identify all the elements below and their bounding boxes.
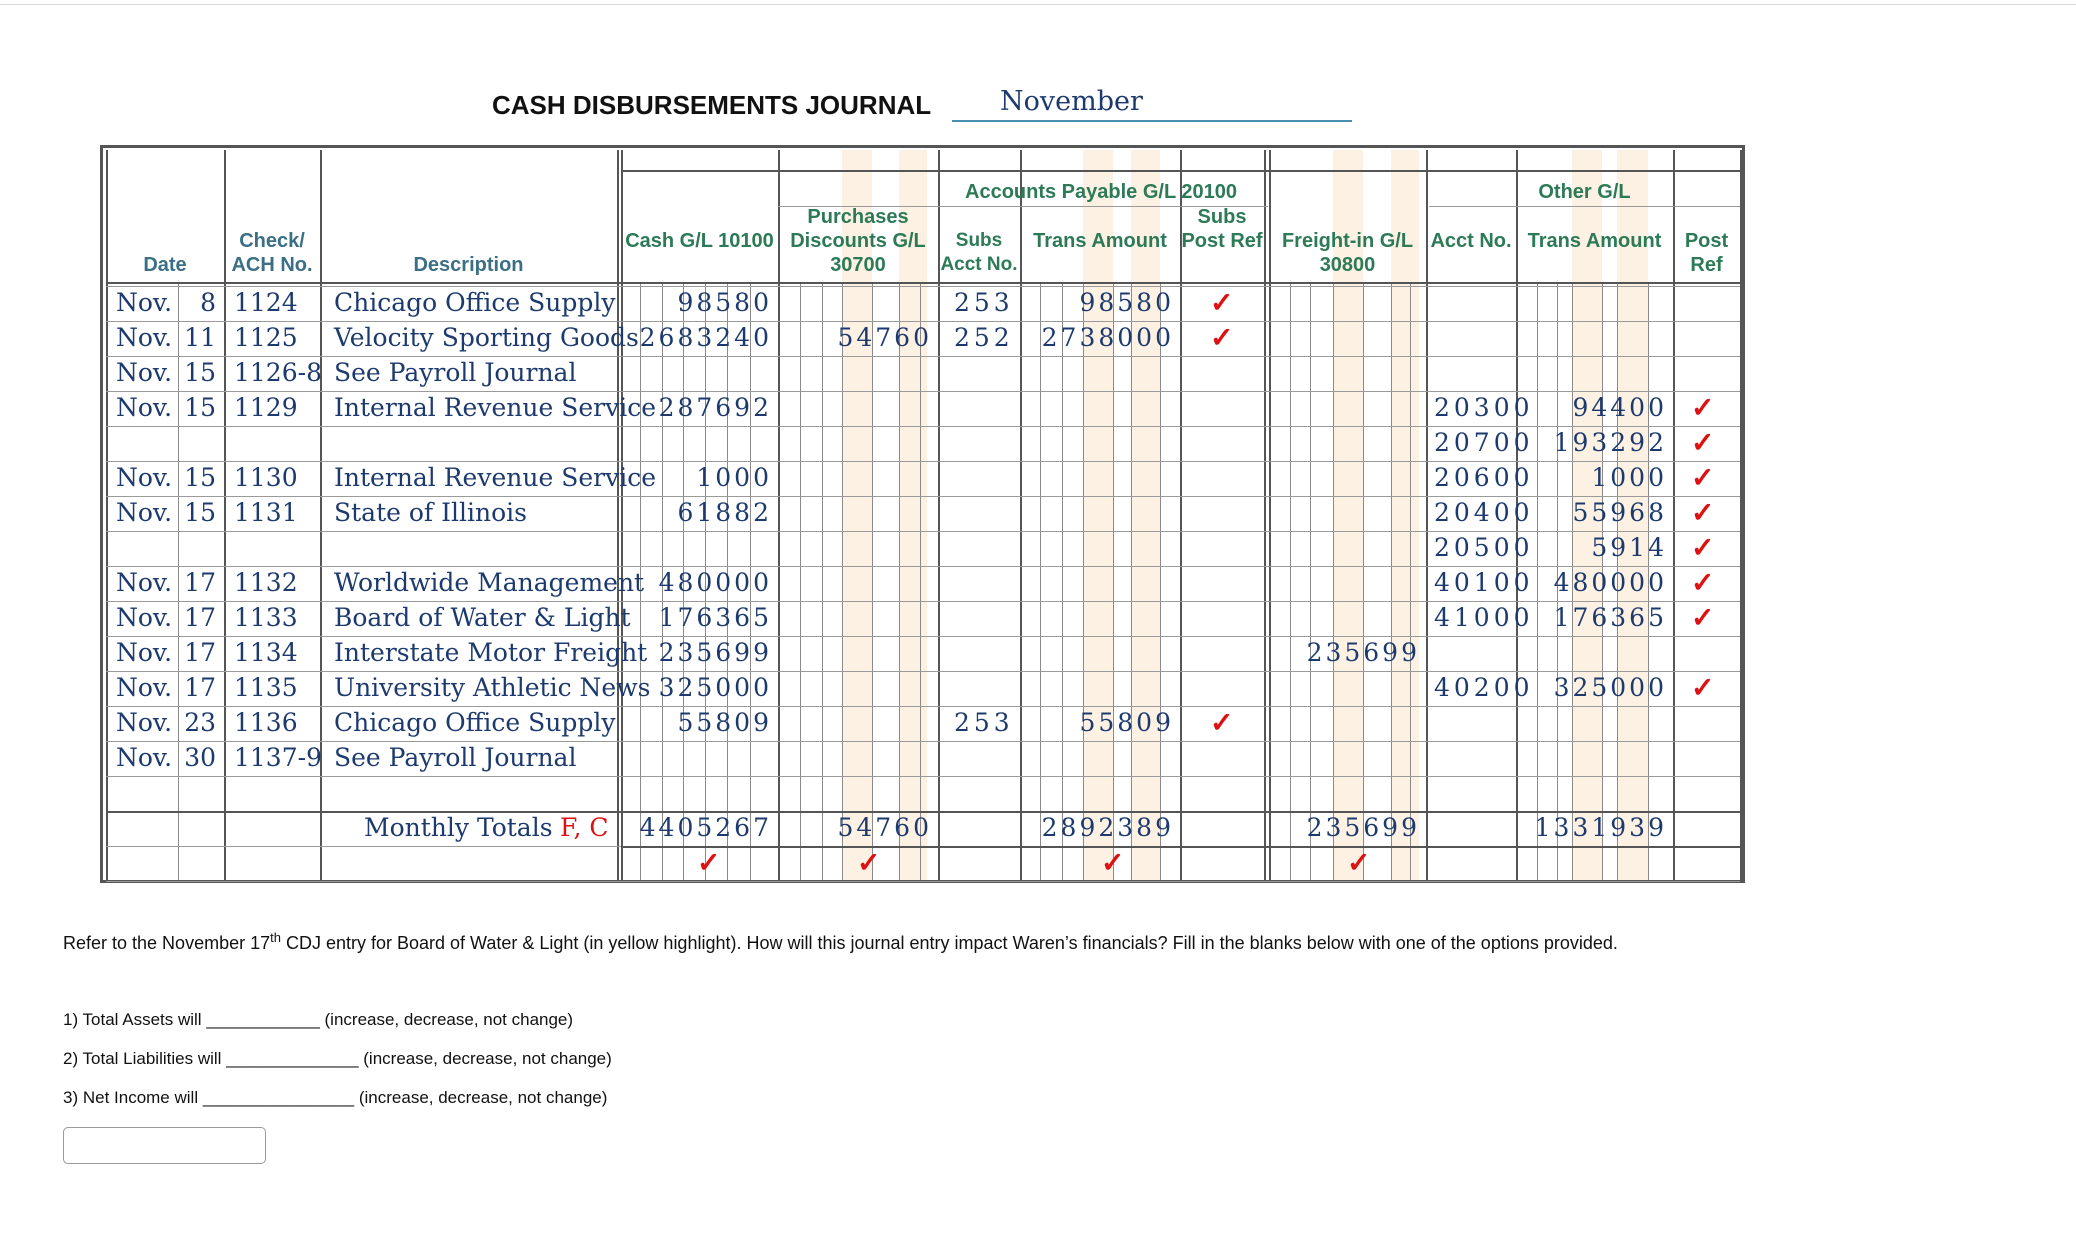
question-item-options: (increase, decrease, not change) [363,1049,612,1068]
entry-other-post-check: ✓ [1691,462,1715,493]
total-pd-posted-check: ✓ [857,847,881,878]
entry-check-no: 1131 [234,498,298,527]
answer-blank-liabilities[interactable]: ______________ [226,1049,359,1068]
money-subcolumn [1310,282,1311,880]
entry-day: 15 [184,463,216,492]
money-subcolumn [1363,282,1364,880]
entry-ap-amount: 55809 [1079,708,1174,737]
entry-check-no: 1124 [234,288,298,317]
row-rule [106,881,1740,882]
total-purchases-discounts: 54760 [837,813,932,842]
money-subcolumn [1062,282,1063,880]
money-subcolumn [920,282,921,880]
entry-ap-subs-acct: 253 [954,288,1014,317]
entry-day: 15 [184,498,216,527]
entry-month: Nov. [116,323,173,352]
entry-day: 11 [184,323,216,352]
totals-label: Monthly Totals [364,813,553,842]
entry-cash: 61882 [677,498,772,527]
money-subcolumn [1083,282,1084,880]
header-cash: Cash G/L 10100 [625,230,774,252]
entry-month: Nov. [116,638,173,667]
journal-month: November [1000,86,1143,117]
entry-month: Nov. [116,463,173,492]
column-rule [1180,150,1182,880]
row-rule [106,741,1740,742]
entry-other-post-check: ✓ [1691,392,1715,423]
question-text [63,930,1618,954]
header-other-post-ref: Post Ref [1684,230,1729,276]
question-item-options: (increase, decrease, not change) [324,1010,574,1029]
entry-other-post-check: ✓ [1691,567,1715,598]
entry-month: Nov. [116,393,173,422]
question-item-label: 2) Total Liabilities will [63,1049,222,1068]
entry-other-acct: 41000 [1434,603,1534,632]
row-rule [106,461,1740,462]
row-rule [106,356,1740,357]
entry-month: Nov. [116,358,173,387]
entry-other-amount: 55968 [1572,498,1667,527]
row-rule [106,601,1740,602]
question-text-before: Refer to the November 17 [63,933,271,953]
column-rule [1426,150,1428,880]
entry-description: Velocity Sporting Goods [334,323,639,352]
row-rule [106,286,1740,287]
entry-day: 15 [184,358,216,387]
entry-ap-subs-acct: 252 [954,323,1014,352]
entry-day: 17 [184,638,216,667]
question-item-3 [63,1088,607,1108]
entry-check-no: 1125 [234,323,298,352]
entry-ap-amount: 98580 [1079,288,1174,317]
entry-month: Nov. [116,568,173,597]
entry-other-amount: 1000 [1591,463,1667,492]
entry-month: Nov. [116,673,173,702]
question-item-1 [63,1010,573,1030]
entry-day: 30 [184,743,216,772]
money-subcolumn [800,282,801,880]
money-subcolumn [1131,282,1132,880]
entry-day: 17 [184,603,216,632]
ledger-stripe [1083,150,1113,880]
row-rule [106,671,1740,672]
entry-description: Internal Revenue Service [334,463,656,492]
column-rule [1740,150,1742,880]
entry-check-no: 1136 [234,708,298,737]
entry-other-post-check: ✓ [1691,602,1715,633]
entry-day: 17 [184,673,216,702]
entry-day: 15 [184,393,216,422]
entry-check-no: 1135 [234,673,298,702]
entry-other-post-check: ✓ [1691,532,1715,563]
row-rule [106,776,1740,777]
total-cash: 4405267 [639,813,772,842]
entry-cash: 98580 [677,288,772,317]
entry-cash: 1000 [696,463,772,492]
total-cash-posted-check: ✓ [697,847,721,878]
entry-other-post-check: ✓ [1691,497,1715,528]
entry-description: Chicago Office Supply [334,288,616,317]
entry-ap-post-check: ✓ [1210,287,1234,318]
entry-ap-post-check: ✓ [1210,707,1234,738]
entry-cash: 55809 [677,708,772,737]
entry-other-amount: 94400 [1572,393,1667,422]
entry-check-no: 1129 [234,393,298,422]
header-check: Check/ ACH No. [231,230,313,276]
header-purchases-discounts: Purchases Discounts G/L 30700 [790,206,926,276]
entry-other-acct: 20400 [1434,498,1534,527]
money-subcolumn [1040,282,1041,880]
entry-other-amount: 480000 [1553,568,1667,597]
entry-purchases-discount: 54760 [837,323,932,352]
row-rule [106,636,1740,637]
entry-freight-in: 235699 [1306,638,1420,667]
entry-other-acct: 40100 [1434,568,1534,597]
money-subcolumn [1333,282,1334,880]
totals-fc: F, C [560,813,609,842]
header-freight-in: Freight-in G/L 30800 [1281,230,1414,276]
entry-description: University Athletic News [334,673,651,702]
money-subcolumn [1391,282,1392,880]
entry-day: 17 [184,568,216,597]
entry-description: See Payroll Journal [334,358,577,387]
money-subcolumn [822,282,823,880]
header-other-gl: Other G/L [1538,181,1631,203]
entry-month: Nov. [116,288,173,317]
entry-cash: 2683240 [639,323,772,352]
header-date: Date [143,254,187,276]
answer-blank-assets[interactable]: ____________ [206,1010,320,1029]
entry-other-amount: 5914 [1591,533,1667,562]
total-freight-in: 235699 [1306,813,1420,842]
entry-other-acct: 20700 [1434,428,1534,457]
money-subcolumn [842,282,843,880]
entry-other-amount: 176365 [1553,603,1667,632]
row-rule [106,566,1740,567]
entry-other-acct: 40200 [1434,673,1534,702]
column-rule [1020,150,1022,880]
header-top-rule [621,170,1740,172]
total-other-amount: 1331939 [1534,813,1667,842]
other-group-rule [1429,206,1740,207]
entry-check-no: 1134 [234,638,298,667]
entry-other-acct: 20600 [1434,463,1534,492]
entry-cash: 235699 [658,638,772,667]
entry-check-no: 1126-8 [234,358,322,387]
entry-cash: 287692 [658,393,772,422]
header-other-trans-amount: Trans Amount [1527,230,1662,252]
entry-description: Worldwide Management [334,568,645,597]
header-bottom-rule [106,282,1740,284]
row-rule [106,321,1740,322]
question-sup: th [270,930,281,945]
entry-check-no: 1137-9 [234,743,322,772]
month-underline [952,120,1352,122]
column-rule [617,150,619,880]
entry-ap-amount: 2738000 [1041,323,1174,352]
entry-other-acct: 20500 [1434,533,1534,562]
row-rule [106,391,1740,392]
money-subcolumn [899,282,900,880]
money-subcolumn [872,282,873,880]
row-rule [106,496,1740,497]
header-accounts-payable: Accounts Payable G/L 20100 [965,181,1237,203]
entry-day: 23 [184,708,216,737]
money-subcolumn [1113,282,1114,880]
answer-blank-net-income[interactable]: ________________ [202,1088,355,1107]
entry-check-no: 1133 [234,603,298,632]
question-item-label: 1) Total Assets will [63,1010,202,1029]
question-item-label: 3) Net Income will [63,1088,199,1107]
row-rule [106,531,1740,532]
ledger-stripe [1131,150,1160,880]
entry-description: See Payroll Journal [334,743,577,772]
entry-day: 8 [200,288,216,317]
question-item-options: (increase, decrease, not change) [358,1088,608,1107]
entry-check-no: 1132 [234,568,298,597]
entry-month: Nov. [116,708,173,737]
entry-description: Chicago Office Supply [334,708,616,737]
entry-month: Nov. [116,498,173,527]
total-ap-amount: 2892389 [1041,813,1174,842]
entry-cash: 325000 [658,673,772,702]
entry-ap-post-check: ✓ [1210,322,1234,353]
row-rule [106,706,1740,707]
totals-bottom-rule [621,846,1740,848]
entry-month: Nov. [116,743,173,772]
entry-other-post-check: ✓ [1691,672,1715,703]
row-rule [106,426,1740,427]
question-text-after: CDJ entry for Board of Water & Light (in yellow highlight). How will this journal entry impact Waren’s financials? Fill in the blanks below with one of the options provided. [280,933,1618,953]
header-ap-subs-post-ref: Subs Post Ref [1181,206,1263,252]
entry-description: Interstate Motor Freight [334,638,648,667]
total-ap-posted-check: ✓ [1101,847,1125,878]
money-subcolumn [1290,282,1291,880]
entry-check-no: 1130 [234,463,298,492]
top-divider [0,4,2076,5]
entry-other-amount: 193292 [1553,428,1667,457]
money-subcolumn [1160,282,1161,880]
question-item-2 [63,1049,612,1069]
cash-disbursements-journal [100,145,1745,883]
entry-cash: 480000 [658,568,772,597]
header-other-acct: Acct No. [1430,230,1512,252]
journal-title: CASH DISBURSEMENTS JOURNAL [492,90,932,120]
entry-ap-subs-acct: 253 [954,708,1014,737]
entry-month: Nov. [116,603,173,632]
money-subcolumn [1410,282,1411,880]
entry-other-acct: 20300 [1434,393,1534,422]
header-ap-subs-acct: Subs Acct No. [940,230,1018,275]
entry-cash: 176365 [658,603,772,632]
total-freight-posted-check: ✓ [1347,847,1371,878]
entry-description: Internal Revenue Service [334,393,656,422]
entry-other-amount: 325000 [1553,673,1667,702]
header-ap-trans-amount: Trans Amount [1033,230,1167,252]
entry-other-post-check: ✓ [1691,427,1715,458]
header-description: Description [413,254,524,276]
column-rule [1264,150,1266,880]
entry-description: Board of Water & Light [334,603,631,632]
entry-description: State of Illinois [334,498,527,527]
answer-input[interactable] [63,1127,266,1164]
